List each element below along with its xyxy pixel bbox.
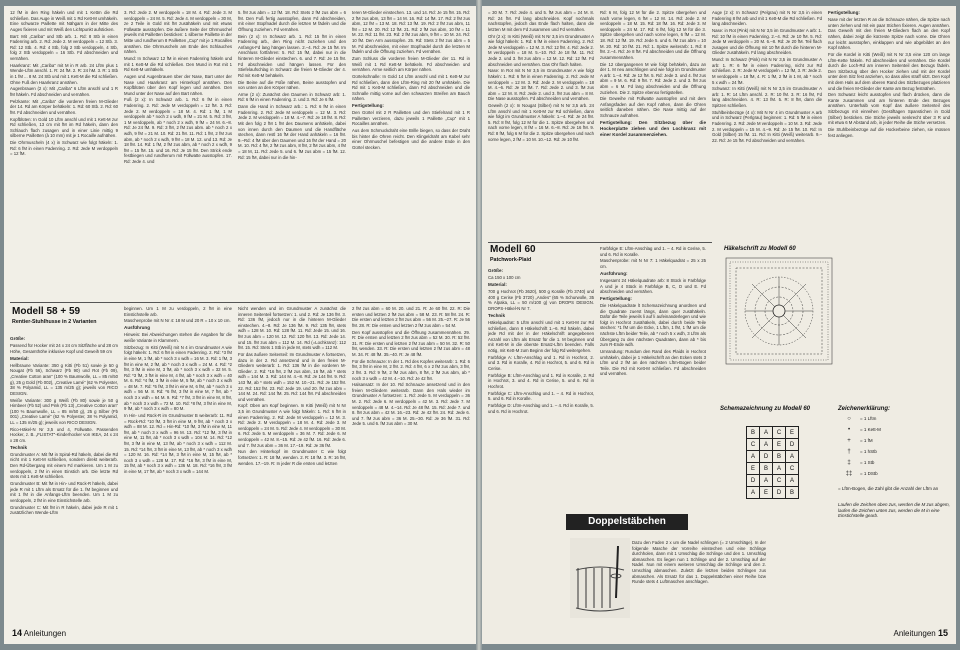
text-paragraph: Nase: in Rot (Pink) mit N Nr 3,5 im Grundmuster A arb: 1. Rd: 10 fM in einen Fadenring. 2.–4. Rd: Je 10 fM. 5. Rd: Jede M verdoppeln = 20 M. 6.–8. Rd: Je 20 fM. Teil flach zusagen und die Öffnung mit 10 fM durch die hinteren M-Glieder zusähäkeln. Fd lang abschneiden. <box>712 27 822 56</box>
schema-title: Schemazeichnung zu Modell 60 <box>720 406 811 412</box>
legend-text: = 1 DStb <box>860 471 878 476</box>
text-paragraph: Augenbrauen (2 x): Mit „Cariba“ 6 Lftm anschl und 1 R fM häkeln. Fd abschneiden und vernähen. <box>10 86 118 97</box>
text-paragraph: Für die Schnauze: In der 1. Rd des Kopfes weiterarb: 1. Rd: 6 fM, 3 fM in eine M, 2 fM. 2. Rd: 4 fM, 6 x 2 fM zus abm, 3 fM, 2 fM. 3. Rd: 9 fM, 2 fM zus abm, 8 fM, 2 fM zus abm, ab * noch 3 x wdh = 42 M. 4.–10. Rd: Je 42 fM. <box>352 358 470 381</box>
model-60-subtitle: Patchwork-Plaid <box>490 257 532 263</box>
right-col2-top <box>600 10 706 240</box>
text-paragraph: Kopf: Oben am Kopf beginnen. In Kitti (Weiß) mit N Nr 3,5 im Grundmuster A wie folgt häkeln: 1. Rd: 6 fM in einen Fadenring. 2. Rd: Jede M verdoppeln = 12 M. 3. Rd: Jede 2. M verdoppeln = 18 M. 4. Rd: Jede 3. M verdoppeln = 24 M. 5. Rd: Jede 4. M verdoppeln = 30 M. 6. Rd: Jede 5. M verdoppeln = 36 M. 7. Rd: Jede 6. M verdoppeln = 42 M. 8.–15. Rd: Je 42 fM. 16. Rd: Jede 6. und 7. fM zus abm = 36 M. 17.–19. Rd: Je 36 fM. <box>238 403 346 448</box>
right-col2-bottom <box>600 246 706 508</box>
text-paragraph: = 30 M. 7. Rd: Jede 4. und 5. fM zus abm = 24 M. 8. Rd: 24 fM. Fd lang abschneiden. Kopf nochmals nachstopfen, jedoch das Ende flach halten, dann die letzten M mit dem Fd zusammen und Fd vernähen. <box>488 10 594 32</box>
text-paragraph: Insgesamt 24 Häkelquadrate arb: 8 Stück in Farbfolge A und je 4 Stück in Farbfolge B, C, D und E. Fd abschneiden und vernähen. <box>600 277 706 295</box>
text-paragraph: Geweih (2 x): In Nougat (Silber) mit N Nr 3,5 arb. 24 Lftm anschl und mit 1 Kett-M zur Rd schließen, dann wie folgt im Grundmuster A häkeln: 1.–4. Rd: Je 24 fM. 5. Rd: 8 fM, folg 12 M für die 1. Spitze übergehen und nach vorne legen, 8 fM = 16 M. 6.–8. Rd: Je 16 fM. 9. Rd: 8 fM, folg 6 M für die 2. Spitze übergehen und nach vorne legen, 2 fM = 10 M. 10.–12. Rd: Je 10 fM. <box>488 103 594 142</box>
model-58-59-subtitle: Rentier-Stuhlhusse in 2 Varianten <box>12 319 97 325</box>
diagram-border <box>726 258 832 364</box>
text-paragraph: Häkelquadrat: 5 Lftm anschl und mit 1 Kett-M zur Rd schließen, dann 8 Häkelschrift 1.–6. Rd häkeln, dabei jede Rd mit der in der Häkelschrift angegebenen Anzahl von Lftm als Ersatz für die 1. M beginnen und mit Kett-M in die oberste Ersatz-Lftm beenden. Falls nötig, mit Kett-M zum Beginn der folg Rd weitergehen. <box>488 319 594 353</box>
text-paragraph: Technik <box>10 444 28 450</box>
text-paragraph: Ausführung: <box>600 270 628 276</box>
legend-row-hstb <box>838 449 877 455</box>
text-paragraph: Fertigstellung: <box>352 103 384 109</box>
legend-note-bogen: = Lftm-Bogen, die Zahl gibt die Anzahl der Lftm an <box>838 486 939 491</box>
single-crochet-icon: + <box>847 438 851 444</box>
doppelstaebchen-illustration <box>570 538 630 618</box>
schema-cell: C <box>786 463 799 475</box>
text-paragraph: Rico-Häkel-N Nr 3,5 und 4, Füllwatte. Passenden Hocker, z. B. „FLISTAT“-Kinderhocker von IKEA, 24 x 24 x 28 cm. <box>10 426 118 443</box>
text-paragraph: beginnen. Um 1 M zu verdoppeln, 2 fM in eine Einstichstelle arb. <box>124 306 232 317</box>
diagram-round-6 <box>730 262 828 360</box>
doppelstaebchen-text <box>632 540 766 620</box>
schema-cell: D <box>773 487 786 499</box>
text-paragraph: Die Ohrmuscheln (4 x) in Schwarz wie folgt häkeln: 1. Rd: 6 fM in einen Fadenring. 2. Rd: Jede M verdoppeln = 12 fM. <box>10 140 118 157</box>
schema-cell: A <box>786 475 799 487</box>
text-paragraph: Passend für Hocker mit 24 x 24 cm Sitzfläche und 28 cm Höhe, Gesamthöhe inklusive Kopf und Geweih 59 cm <box>10 343 118 354</box>
schema-cell: C <box>773 427 786 439</box>
text-paragraph: Ca 150 x 100 cm <box>488 275 521 281</box>
divider-right <box>488 242 712 243</box>
text-paragraph: Hellbraune Variante: 350 g Kitti (Fb 51) sowie je 50 g Nougat (Fb 56), Schwarz (Fb 90) und Rot (Fb 09), „Creative Cotton aran“ (100 % Baumwolle, LL = 85 m/50 g), 25 g Gold (Fb 002), „Creative Lamé“ (62 % Polyester, 38 % Polyamid, LL = 135 m/25 g); jeweils von RICO DESIGN. <box>10 362 118 396</box>
text-paragraph: Nicht wenden und im Grundmuster A zunächst die inneren Seitenteil fortsetzen: 1. und 2. Rd: Je 136 fM. 3. Rd: 136 fM, jedoch nur in die hinteren M-Glieder einstechen. 4.–8. Rd: Je 136 fM. 9. Rd: 135 fM, stets wdh = 128 M. 10. Rd: 128 fM. 11. Rd: Jede 15. und 16. fM zus abm = 120 M. 12. Rd: 120 fM. 13. Rd: Jede 14. und 15. fM zus abm = 112 M. 14. Rd (=Lochkranz): 112 fM. 15. Rd: Stets 1 Stb in jede M, stets wdh = 112 M. <box>238 306 346 351</box>
schema-cell: E <box>760 487 773 499</box>
legend-note-zus: Laufen die Zeichen oben zus, werden die M zus abgem, laufen die Zeichen unten zus, werden die M in eine Einstichstelle gearb. <box>838 502 950 519</box>
text-paragraph: Nun den Hinterkopf im Grundmuster C wie folgt fortsetzen: 1. R: 18 fM, wenden. 2. R: 18 fM. 3. R: 16 fM, wenden. 17.–19. R: In jeder R die ersten und letzten <box>238 449 346 466</box>
right-col3-top <box>712 10 822 240</box>
text-paragraph: Fertigstellung: <box>600 295 632 301</box>
text-paragraph: Die 12 übergangenen M wie folgt behäkeln, dazu an der 1. M neu anschlingen und wie folgt im Grundmuster A arb: 1.–4. Rd: Je 12 fM. 5. Rd: Jede 3. und 4. fM zus abm = 9 M. 6. Rd: 9 fM. 7. Rd: Jede 2. und 3. fM zus abm = 6 M. Fd lang abschneiden und die Öffnung zuziehen. Die 2. Spitze ebenso fertigstellen. <box>600 61 706 95</box>
text-paragraph: Ohr (2 x): In Kitti (Weiß) mit N Nr 3,5 im Grundmuster A wie folgt häkeln: 1. Rd: 6 fM in einen Fadenring. 2. Rd: Jede M verdoppeln = 12 M. 3. Rd: 12 fM. 4. Rd: Jede 2. M verdoppeln = 18 M. 5.–10. Rd: Je 18 fM. 11. Rd: Jede 2. und 3. fM zus abm = 12 M. 12. Rd: 12 fM. Fd abschneiden und vernähen. Das Ohr flach halten. <box>488 33 594 67</box>
text-paragraph: Die Häkelquadrate lt Schemazeichnung anordnen und die Quadrate zuerst längs, dann quer zusähäkeln. Dafür die Teile jeweils li auf li aufeinanderlegen und wie folgt in Hochrot zusähäkeln, dabei durch beide Teile stechen: *1 fM um die Ecke, 1 Lftm, 1 fM, 1 fM um die nächste Lftm beider Teile, ab * noch 5 x wdh, 3 Lftm als Übergang zu den nächsten Quadraten, dann ab * bis zum R-Ende wdh. <box>600 303 706 348</box>
doppelstaebchen-banner <box>566 514 688 530</box>
legend-row-fm <box>838 438 873 444</box>
text-paragraph: Grundmuster A: Mit fM in Spiral-Rd häkeln, dabei die Rd nicht mit 1 Kett-M schließen, sondern direkt weiterarb. Den Rd-Übergang mit einem Fd markieren. Um 1 M zu verdoppeln, 2 fM in einen Einstich arb. Die letzte Rd stets mit 1 Kett-M schließen. <box>10 451 118 480</box>
right-col1-top <box>488 10 594 240</box>
legend-text: = 1 Lftm <box>860 416 877 421</box>
haekelschrift-diagram <box>724 256 834 366</box>
chain-stitch-icon: ○ <box>847 416 851 422</box>
schema-row <box>747 439 799 451</box>
text-paragraph: Weiße Variante: 300 g Weiß (Fb 80) sowie je 50 g Himbeer (Fb 52) und Pink (Fb 13) „Creative Cotton aran“ (100 % Baumwolle, LL = 85 m/50 g), 25 g Silber (Fb 001) „Creative Lamé“ (62 % Polyester, 38 % Polyamid, LL = 135 m/25 g); jeweils von RICO DESIGN. <box>10 397 118 425</box>
schema-cell: B <box>747 427 760 439</box>
left-page <box>4 6 476 644</box>
schema-row <box>747 451 799 463</box>
haekelschrift-title: Häkelschrift zu Modell 60 <box>724 246 796 252</box>
text-paragraph: In Hin- und Rück-R im Grundmuster B weiterarb: 11. Rd = Rück-Rd: *10 fM, 3 fM in eine M, 9 fM, ab * noch 3 x wdh = 88 M. 12. Rd = Hin-Rd: *10 fM, 3 fM in eine M, 11 fM, ab * noch 3 x wdh = 96 M. 13. Rd: *12 fM, 3 fM in eine M, 11 fM, ab * noch 3 x wdh = 104 M. 14. Rd: *12 fM, 3 fM in eine M, 13 fM, ab * noch 3 x wdh = 112 M. 15. Rd: *14 fM, 3 fM in eine M, 13 fM, ab * noch 3 x wdh = 120 M. 16. Rd: *14 fM, 3 fM in eine M, 15 fM, ab * noch 3 x wdh = 128 M. 17. Rd: *16 fM, 3 fM in eine M, 15 fM, ab * noch 3 x wdh = 136 M. 18. Rd: *16 fM, 3 fM in eine M, 17 fM, ab * noch 3 x wdh = 144 M. <box>124 413 232 474</box>
text-paragraph: Den Schwanz leicht ausstopfen und flach drücken, dann die Kante zusammen und am hinteren Ende des Bezuges annähen. Unterhalb vom Kopf das äußere Seitenteil des Sitzbezugs mit einreihen (Gestiftagen Spanstichen in Gold (Silber) besticken. Die Stiche jeweils senkrecht über 3 R und mit etwa 6 M Abstand arb, in jeder Reihe die Stiche versetzen. <box>828 92 950 126</box>
legend-text: = 1 Kett-M <box>860 427 881 432</box>
text-paragraph: Bart: Mit „Cariba“ und Stb arb. 1. Rd: 8 Stb in einen Fadenring arb. 2. Rd: Jede 2. M verdoppeln = 12 Stb. 3. Rd: 12 Stb. 4. Rd: 4 Stb, folg 2 Stb verdoppeln, 4 Stb, folg 2 Stb verdoppeln = 16 Stb. Fd abschneiden und vernähen. <box>10 33 118 61</box>
text-paragraph: Mund: In Schwarz 12 fM in einen Fadenring häkeln und mit 1 Kett-M die Rd schließen. Den Mund in Rot mit 1 Rd Kett-M umhäkeln. <box>124 55 232 73</box>
schema-row <box>747 427 799 439</box>
text-paragraph: Maschenprobe: mit N Nr 7: 1 Häkelquadrat = 25 x 25 cm. <box>600 258 706 269</box>
text-paragraph: 3. Rd: Jede 2. M verdoppeln = 18 M. 4. Rd: Jede 3. M verdoppeln = 24 M. 5. Rd: Jede 4. M verdoppeln = 30 M, ze 2 Teile in Gold mit fM zusähäkeln und mit etwas Füllwatte ausstopfen. Die äußere Seite der Ohrmuschel jeweils mit Pailletten besticken: 1 silberne Paillette in der Mitte und rundherum 8 Pailletten „Cup“ mit je 1 Rocailles annähen. Die Ohrmuscheln am Ende des Schlauches nähen. <box>124 10 232 55</box>
schema-cell: B <box>786 487 799 499</box>
text-paragraph: Dazu den Faden 2 x um die Nadel schlingen (= 2 Umschläge). In der folgende Masche der Vorreihe einstechen und eine Schlinge durchholen, dann mit 1 Umschlag die Schlinge und den 1. Umschlag abmaschen. Es liegen nun 1 Schlinge und der 2. Umschlag auf der Nadel. Nun mit einem weiteren Umschlag die Schlinge und den 2. Umschlag abmaschen. Zuletzt die letzten beiden Schlingen zus abmaschen. Als Ersatz für das 1. Doppelstäbchen einer Reihe bzw Runde stets 4 Luftmaschen anschlagen. <box>632 540 766 585</box>
text-paragraph: Den Gürtel mit 2 R Pailletten und den Stiefelrand mit 1 R Pailletten verzieren, dazu jeweils 1 Paillette „Cup“ mit 1 Rocailles annähen. <box>352 110 470 127</box>
text-paragraph: Bein (2 x): In Schwarz arb. 1. Rd: 15 fM in einen Fadenring arb., den Ring nicht zuziehen und den Anfangs-Fd lang hängen lassen. 2.–4. Rd: Je 15 fM. Im Anschluss fortfahren: 5. Rd: 15 fM, dabei nur in die hinteren M-Glieder einstechen. 6. und 7. Rd: Je 15 fM. Fd abschneiden und hängen lassen. Für den Stiefelaufschlag in Schwarz die freien M-Glieder der 4. Rd mit Kett-M behäkeln. <box>238 33 346 78</box>
text-paragraph: Grundmuster B: Mit fM in Hin- und Rück-R häkeln, dabei jede R mit 1 Lftm als Ersatz für die 1. fM beginnen und mit 1 fM in die Anfangs-Lftm beenden. Um 1 M zu verdoppeln, 2 fM in eine Einstichstelle arb. <box>10 480 118 503</box>
text-paragraph: Für die Kordel in Kitti (Weiß) mit N Nr 3,5 eine 120 cm lange Lftm-Kette häkeln. Fd abschneiden und vernähen. Die Kordel durch die Loch-Rd am inneren Seitenteil des Bezugs fädeln. Den Sitzbezug über den Hocker ziehen und mit der Kordel unter dem Sitz fest anziehen, so dass alles straff sitzt. Den Kopf mit dem Hals auf dem oberen Rand des Sitzbezuges platzieren und die freien M-Glieder der Kante am Bezug festnähen. <box>828 51 950 91</box>
model-58-59-title: Modell 58 + 59 <box>12 306 81 317</box>
page-number-right: 15 <box>937 628 948 638</box>
text-paragraph: Größe: <box>488 268 504 273</box>
text-paragraph: Größe: <box>10 336 26 341</box>
divider <box>10 302 470 303</box>
left-col1-top <box>10 10 118 300</box>
text-paragraph: 5. fM zus abm = 12 fM. 18. Rd: Stets 2 fM zus abm = 6 fM. Den Fuß fertig ausstopfen, dann Fd abschneiden, mit einer Stopfnadel durch die letzten M fädeln und die Öffnung zuziehen. Fd vernähen. <box>238 10 346 32</box>
footer-label-right: Anleitungen <box>893 629 936 638</box>
text-paragraph: Halsansatz: In der 10. Rd Schnauze ansetzend und in den freien M-Gliedern weiterarb. Dann den Hals wieder im Grundmuster A fortsetzen: 1. Rd: Jede 5. M verdoppeln = 36 M. 2. Rd: Jede 6. M verdoppeln = 42 M. 3. Rd: Jede 7. M verdoppeln = 48 M. 4.–14. Rd: Je 48 fM. 15. Rd: Jede 7. und 8. fM zus abm = 42 M. 16.–23. Rd: Je 42 fM. 24. Rd: Jede 6. und 7. fM zus abm = 36 M. 25.–30. Rd: Je 36 fM. 31. Rd: Jede 5. und 6. fM zus abm = 30 M. <box>352 382 470 427</box>
text-paragraph: Material: <box>10 355 29 361</box>
text-paragraph: Arme (2 x): Zunächst den Daumen in Schwarz arb: 1. Rd: 6 fM in einen Fadenring. 2. und 3. Rd: Je 6 fM. <box>238 91 346 103</box>
text-paragraph: Stuhlbeinbezüge (4 x): Mit N Nr 4 im Grundmuster A arb und in Schwarz (Perlgrau) beginnen: 1. Rd: 5 fM in einen Fadenring. 2. Rd: Jede M verdoppeln = 10 M. 3. Rd: Jede 2. M verdoppeln = 15 M. 4.–9. Rd: Je 15 fM. 10. Rd: In Gold (Silber) 15 fM. 11. Rd: In Kitti (Weiß) weiterarb. 9.–22. Rd: Je 15 fM. Fd abschneiden und vernähen. <box>712 109 822 143</box>
text-paragraph: Den Kopf ausstopfen und die Öffnung zusammennähen. 29. R: Die ersten und letzten 2 fM zus abm = 52 M. 30. R: 52 fM. 31. R: Die ersten und letzten 2 fM zus abm = 50 M. 32. R: 50 fM, wenden. 33. R: Die ersten und letzten 2 fM zus abm = 48 M. 34. R: 48 fM. 35.–40. R: Je 48 fM. <box>352 329 470 357</box>
text-paragraph: Ausführung <box>124 325 151 331</box>
text-paragraph: Fertigstellung: Den Sitzbezug über die Hockerplatte ziehen und den Lochkranz mit einer Kordel zusammenziehen. <box>600 119 706 137</box>
schema-cell: B <box>760 463 773 475</box>
schema-cell: D <box>786 439 799 451</box>
schema-cell: E <box>747 463 760 475</box>
legend-text: = 1 fM <box>860 438 873 443</box>
text-paragraph: Pelzkante: Mit „Cariba“ die vorderen freien M-Glieder der 14. Rd am Körper behäkeln: 1. Rd: 60 Stb. 2. Rd: 60 fM. Fd abschneiden und vernähen. <box>10 98 118 115</box>
text-paragraph: Augen und Augenbrauen über der Nase, Bart unter der Nase und Haarkranz am Hinterkopf annähen. Den Kopfblüten über den Kopf legen und annähen. Den Mund unter der Nase auf den Bart nähen. <box>124 73 232 96</box>
double-crochet-icon: ‡ <box>847 460 851 466</box>
right-footer <box>893 628 948 638</box>
text-paragraph: Hinweis: Bei Abweichungen stehen die Angaben für die weiße Variante in Klammern. <box>124 332 232 343</box>
text-paragraph: Zum Schluss die vorderen freien M-Glieder der 11. Rd in Weiß mit 1 Rd Kett-M behäkeln. Fd abschneiden und vernähen. Arme seitlich am Körper nähen. <box>352 55 470 73</box>
footer-label-left: Anleitungen <box>23 629 67 638</box>
schema-cell: A <box>773 463 786 475</box>
text-paragraph: Auge (2 x): In Schwarz (Pelgrau) mit N Nr 3,5 in einen Fadenring 8 fM arb und mit 1 Kett-M die Rd schließen. Fd lang abschneiden. <box>712 10 822 27</box>
page-number-left: 14 <box>12 628 23 638</box>
text-paragraph: Material: <box>488 281 507 287</box>
text-paragraph: Mund: In Schwarz (Pink) mit N Nr 3,5 im Grundmuster A arb: 1. R: 6 fM in einen Fadenring, nicht zur Rd schließen. 2. R: Jede M verdoppeln = 12 fM, 3. R: Jede 2. M verdoppeln = 18 fM, 4. R: 1 fM, 2 fM in 1 M, ab * noch 5 x wdh = 24 fM. <box>712 57 822 85</box>
schema-cell: A <box>760 427 773 439</box>
text-paragraph: 700 g Hochrot (Fb 3620), 500 g Koralle (Fb 3740) und 400 g Cerise (Fb 3720) „Andes“ (65 % Schurwolle, 35 % Alpaka, LL = 50 m/100 g) von DROPS DESIGN. DROPS-Häkel-N Nr 7. <box>488 289 594 311</box>
schema-cell: A <box>747 451 760 463</box>
schema-cell: A <box>760 439 773 451</box>
text-paragraph: Für das äußere Seitenteil: Im Grundmuster A fortsetzen, dazu in der 2. Rd ansetzend und in den freien M-Gliedern weiterarb: 1. Rd: 136 fM in die vorderen M-Glieder. 2. Rd: *16 fM, 2 fM zus abm, 16 fM, ab * stets wdh = 144 M. 3. Rd: 144 M. 4.–8. Rd: Je 144 fM. 9. Rd: 143 fM, ab * stets wdh = 152 M. 10.–21. Rd: Je 152 fM. 22. Rd: 152 fM. 23. Rd: Jede 19. und 20. fM zus abm = 144 M. 24. Rd: 144 fM. 25. Rd: 144 fM. Fd abschneiden und vernähen. <box>238 351 346 402</box>
text-paragraph: Schwanz: In Kitti (Weiß) mit N Nr 3,5 im Grundmuster A arb: 1. R: 14 Lftm anschl. 2. R: 10 fM. 3. R: 16 fM, Fd lang abschneiden. 4. R: 13 fM. 5. R: 8 fM, dann die Spitzen schließen. <box>712 86 822 109</box>
text-paragraph: Die Stuhlbeinbezüge auf die Hockerbeine ziehen, sie müssen fest anliegen. <box>828 127 950 138</box>
schema-cell: D <box>760 451 773 463</box>
legend-row-stb <box>838 460 874 466</box>
right-col4-top <box>828 10 950 240</box>
legend <box>838 416 952 526</box>
text-paragraph: Maschenprobe mit N Nr 4: 18 M und 20 R = 10 x 10 cm. <box>124 318 231 324</box>
legend-row-kett <box>838 427 881 433</box>
schema-cell: E <box>786 427 799 439</box>
schema-cell: A <box>747 487 760 499</box>
schema-cell: E <box>773 439 786 451</box>
text-paragraph: Farbfolge D: Lftm-Anschlag und 1. – 4. Rd in Koralle, 5. und 6. Rd in Hochrot. <box>488 402 594 414</box>
schema-cell: C <box>747 439 760 451</box>
schema-row <box>747 475 799 487</box>
legend-row-dstb <box>838 471 878 477</box>
left-col3-top <box>238 10 346 300</box>
text-paragraph: 2 fM zus abm = 60 M. 20. und 21. R: Je 60 fM. 22. R: Die ersten und letzten 2 fM zus abm = 58 M. 23. R: 58 fM. 24. R: Die ersten und letzten 2 fM zus abm = 56 M. 25.–27. R: Je 56 fM. 28. R: Die ersten und letzten 2 fM zus abm = 54 M. <box>352 306 470 328</box>
left-col1-bottom <box>10 336 118 616</box>
model-60-title: Modell 60 <box>490 244 536 255</box>
text-paragraph: Grundmuster C: Mit fM in R häkeln, dabei jede R mit 1 zusätzlichen Wende-Lftm <box>10 504 118 516</box>
text-paragraph: Kopfblüten: In Gold 10 Lftm anschl und mit 1 Kett-M zur Rd schließen, 13 cm mit fM im Rd häkeln, dann den Schlauch flach zusagen und in einer Linie mittig 9 silberne Pailletten (à 10 mm) mit je 1 Rocaille aufnähen. <box>10 116 118 139</box>
text-paragraph: Farbfolge E: Lftm-Anschlag und 1. – 4. Rd in Cerise, 5. und 6. Rd in Koralle. <box>600 246 706 257</box>
text-paragraph: Dann die Hand in Schwarz arb.: 1. Rd: 6 fM in einen Fadenring. 2. Rd: Jede M verdoppeln = 12 M. 3. Rd: Jede 2. M verdoppeln = 18 M. 4.–7. Rd: Je 18 fM. 8. Rd: Mit den folg 2 fM 1 fM des Daumens anhäkeln, dabei von innen durch den Daumen und die Handfläche stechen, dann restl 16 fM der Hand anhäkeln = 16 fM. 9.–Rd: 4 fM über den Daumen und 16 fM der Hand = 20 M. 10. Rd: 4 fM, 2 fM zus abm, 8 fM, 2 fM zus abm, 4 fM = 18 M, 11. Rd: Jede 5. und 6. fM zus abm = 15 fM. 12. Rd: 15 fM, dabei nur in die hin- <box>238 104 346 160</box>
text-paragraph: Nase: In Rot mit N Nr 3,5 im Grundmuster A wie folgt häkeln: 1. Rd: 6 fM in einen Fadenring. 2. Rd: Jede M verdoppeln = 12 M. 3. Rd: Jede 2. M verdoppeln = 18 M. 4.–6. Rd: Je 18 fM. 7. Rd: Jede 2. und 3. fM zus abm = 12 M. 8. Rd: Jede 2. und 3. fM zus abm = 8 M. Die Nase ausstopfen. Fd abschneiden und vernähen. <box>488 68 594 102</box>
schema-cell: A <box>786 451 799 463</box>
left-col2-top <box>124 10 232 300</box>
text-paragraph: Sitzbezug: In Kitti (Weiß) mit N 4 im Grundmuster A wie folgt häkeln: 1. Rd: 6 fM in einen Fadenring. 2. Rd: *3 fM in eine M, 1 fM, ab * noch 3 x wdh = 16 M. 3. Rd: 1 fM, 3 fM in eine M, 2 fM, ab * noch 3 x wdh = 24 M. 4. Rd: *2 fM, 3 fM in eine M, 3 fM, ab * noch 3 x wdh = 32 M. 5. Rd: *3 fM, 3 fM in eine M, 4 fM, ab * noch 3 x wdh = 40 M. 6. Rd: *4 fM, 3 fM in eine M, 5 fM, ab * noch 3 x wdh = 48 M. 7. Rd: *5 fM, 3 fM in eine M, 6 fM, ab * noch 3 x wdh = 56 M. 8. Rd: *6 fM, 3 fM in eine M, 7 fM, ab * noch 3 x wdh = 64 M. 9. Rd: *7 fM, 3 fM in eine M, 8 fM, ab * noch 3 x wdh = 72 M. 10. Rd: *8 fM, 3 fM in eine M, 9 fM, ab * noch 3 x wdh = 80 M. <box>124 344 232 412</box>
text-paragraph: Aus dem Schmuckdraht eine Brille biegen, so dass der Draht bis hinter die Ohren reicht. Den Klingeldraht am Kabel sehr einer Ohrmuschel befestigen und die andere Ende in den Gürtel stecken. <box>352 128 470 150</box>
slip-stitch-icon: • <box>847 427 851 433</box>
schema-cell: A <box>760 475 773 487</box>
legend-text: = 1 Stb <box>860 460 875 465</box>
treble-crochet-icon: ‡‡ <box>845 471 853 477</box>
illustration-bg <box>570 538 630 618</box>
schema-cell: B <box>773 451 786 463</box>
left-col3-bottom <box>238 306 346 616</box>
legend-title: Zeichenerklärung: <box>838 406 891 412</box>
half-double-icon: † <box>847 449 851 455</box>
schema-cell: C <box>773 475 786 487</box>
text-paragraph: Die Beine auf die Füße nähen, Beine ausstopfen und von unten an den Körper nähen. <box>238 79 346 91</box>
text-paragraph: Haarkranz: Mit „Cariba“ mit M in R arb. 24 Lftm plus 1 Wende-Lftm anschl. 1. R: 24 fM. 2. R: 24 hM. 3. R: 1 Stb in 1 fM ... 8 M. 24 Stb und mit 1 Kett-M die Rd schließen. Ohne Fuß den Haarkranz annähen. <box>10 62 118 85</box>
text-paragraph: Umrandung: Rundum den Rand des Plaids in Hochrot umhäkeln, dabei je 1 Häkelschrift an den Ecken stets 3 Lftm und 2 fM an den nächsten Lftm-Bogen beider Teile. Die Rd mit Kett-M schließen. Fd abschneiden und vernähen. <box>600 349 706 377</box>
left-col2-bottom <box>124 306 232 616</box>
schema-row <box>747 487 799 499</box>
diagram-stitches <box>745 277 813 345</box>
text-paragraph: Nase mit der letzten R an die Schnauze nähen, die Spitze nach unten ziehen und mit ein paar Stichen fixieren. Augen annähen. Das Geweih mit den freien M-Gliedern flach an den Kopf nähen, dabei zeigt die kürzeste Spitze nach vorne. Die Ohren nur leicht ausstopfen, einklappen und wie abgebildet an den Kopf nähen. <box>828 17 950 51</box>
right-page <box>482 6 956 644</box>
left-col4-top <box>352 10 470 300</box>
text-paragraph: Farbfolge B: Lftm-Anschlag und 1. Rd in Koralle, 2. Rd in Hochrot, 3. und 4. Rd in Cerise, 5. und 6. Rd in Hochrot. <box>488 372 594 389</box>
text-paragraph: Farbfolge A: Lftm-Anschlag und 1. Rd in Hochrot, 2. und 3. Rd in Koralle, 4. Rd in Hochrot, 5. und 6. Rd in Cerise. <box>488 354 594 371</box>
text-paragraph: Technik <box>488 312 506 318</box>
text-paragraph: Fertigstellung: <box>828 10 860 15</box>
text-paragraph: Farbfolge C: Lftm-Anschlag und 1. – 4. Rd in Hochrot, 5. und 6. Rd in Koralle. <box>488 390 594 402</box>
schema-row <box>747 463 799 475</box>
text-paragraph: Die Geweihe mit Füllwatte ausstopfen und mit dem Anfangsfaden auf den Kopf nähen, dann die Ohren seitlich daneben nähen. Die Nase mittig auf der Schnauze aufnähen. <box>600 96 706 119</box>
legend-text: = 1 hStb <box>860 449 877 454</box>
right-col1-bottom <box>488 268 594 508</box>
text-paragraph: Gürtelschnalle: In Gold 14 Lftm anschl und mit 1 Kett-M zur Rd schließen, dann den Lftm-Ring mit 20 fM umhäkeln. Die Rd mit 1 Kett-M schließen, dann Fd abschneiden und die Schnalle mittig vorne auf den schwarzen Streifen am Bauch nähen. <box>352 73 470 102</box>
text-paragraph: teren M-Glieder einstechen. 13. und 14. Rd: Je 15 fM. 15. Rd: 2 fM zus abm, 13 fM = 14 M. 16. Rd: 14 fM. 17. Rd: 2 fM zus abm, 12 fM = 13 M. 18. Rd: 13 fM. 19. Rd: 2 fM zus abm, 11 fM = 12 M. 20. Rd: 12 fM. 21. Rd: 2 fM zus abm, 10 fM = 11 M. 22. Rd: 11 fM. 23. Rd: 2 fM zus abm, 9 fM = 10 M. 24. Rd: 10 fM. Den Arm ausstopfen. 25. Rd: Stets 2 fM zus abm = 5 M. Fd abschneiden, mit einer Stopfnadel durch die letzten M fädeln und die Öffnung zuziehen. Fd vernähen. <box>352 10 470 55</box>
schema-cell: D <box>747 475 760 487</box>
text-paragraph: Fuß (2 x): In Schwarz arb. 1. Rd: 6 fM in einen Fadenring. 2. Rd: Jede M verdoppeln = 12 fM. 3. Rd: Jede 2. M verdoppeln = 18 M. 4. Rd: 1 fM, 1 M verdoppeln ab * noch 2 x wdh, 9 fM = 21 M. 5. Rd: 3 fM, 1 M verdoppeln, ab * noch 2 x wdh, 9 fM = 24 M. 6.–8. Rd: Je 24 fM. 9. Rd: 3 fM, 2 fM zus abm. ab * noch 2 x wdh, 9 fM = 21 M. 10. Rd: 21 fM. 11. Rd: 1 fM, 2 fM zus abm, ab * noch 2 x wdh, 9 fM = 18 M. 12. und 13. Rd: Je 18 fM. 14. Rd: 1 fM, 2 fM zus abm, ab * noch 2 x wdh, 9 fM = 15 fM. 15. und 16. Rd: Je 15 fM. Den Strick ende festbiegen und rundherum mit Füllwatte ausstopfen. 17. Rd: Jede 4. und <box>124 97 232 164</box>
schema-grid <box>746 426 799 499</box>
text-paragraph: Rd: 6 M, folg 12 M für die 2. Spitze übergehen und nach vorne legen, 6 fM = 12 M. 14. Rd: Jede 2. M verdoppeln = 18 M. 15. Rd: 18 fM. 16. Rd: Jede 3. M verdoppeln = 24 M. 17. Rd: 6 fM, folg 12 M für die 3. Spitze übergehen und nach vorne legen, 6 fM = 12 M. 18. Rd: 12 fM. 19. Rd: Jede 5. und 6. fM zus abm = 10 M. 20. Rd: 10 fM. 21. Rd: 1. Spitze weiterarb: 1. Rd: 8 fM. 2.–4. Rd: Je 8 fM. Fd abschneiden und die Öffnung zusammennähen. <box>600 10 706 60</box>
doppelstaebchen-title: Doppelstäbchen <box>588 516 666 527</box>
left-footer <box>12 628 66 638</box>
text-paragraph: 12 fM in den Ring häkeln und mit 1 Kettm die Rd schließen. Das Auge in Weiß mit 1 Rd Kett-M umhäkeln. Eine schwarze Paillette mit Nähgarn in der Mitte des Auges fixieren und mit Weiß den Lichtpunkt aufsticken. <box>10 10 118 32</box>
left-col4-bottom <box>352 306 470 616</box>
legend-row-lftm <box>838 416 876 422</box>
